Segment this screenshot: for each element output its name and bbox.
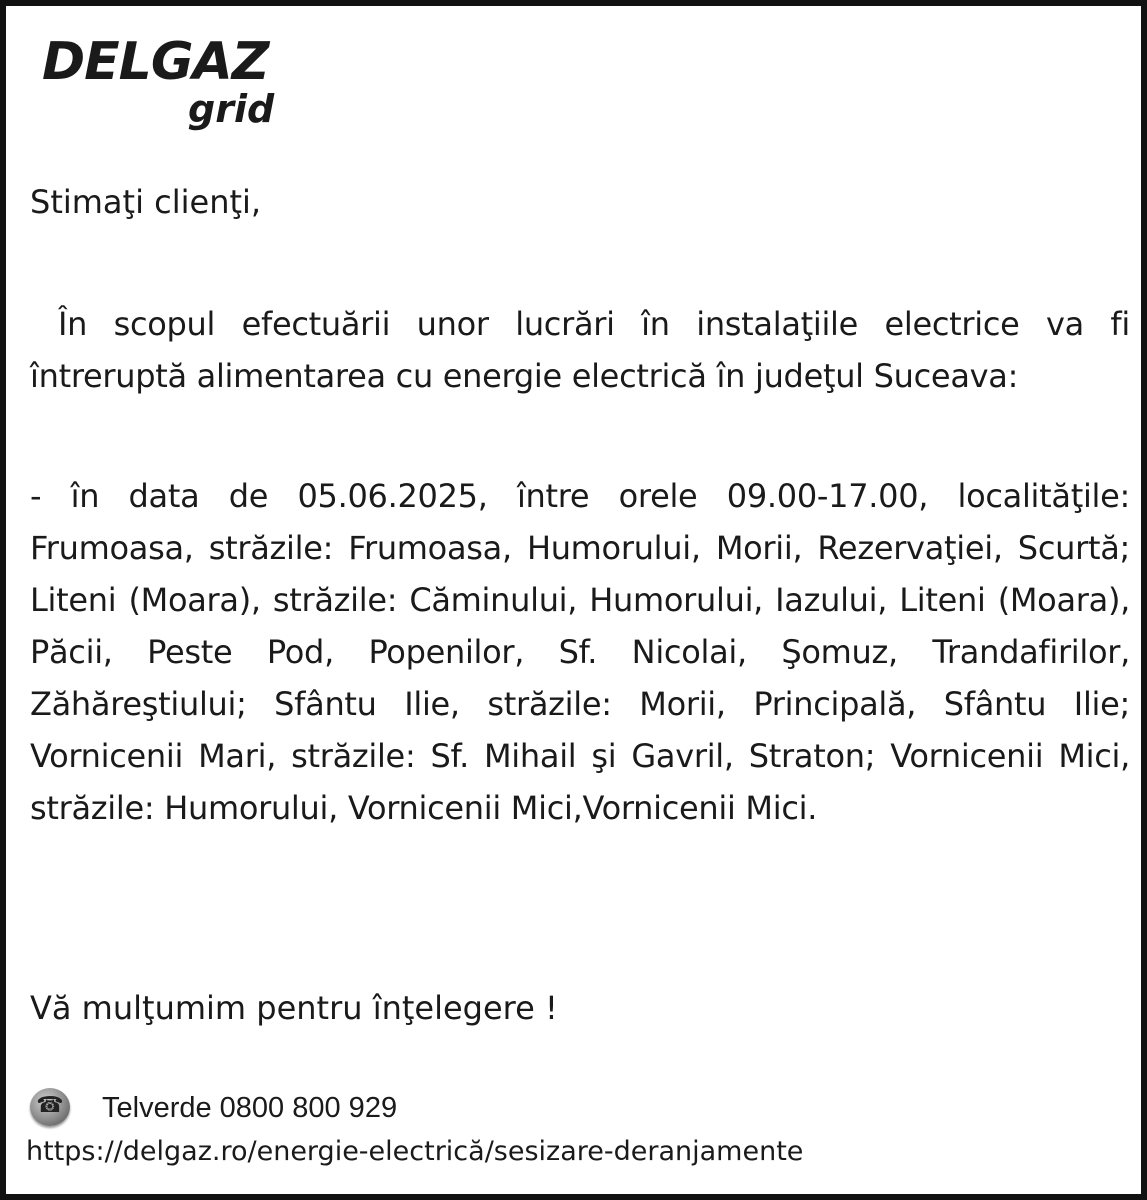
report-url: https://delgaz.ro/energie-electrică/sesizare-deranjamente — [26, 1136, 804, 1167]
logo-sub: grid — [188, 87, 275, 131]
phone-number: Telverde 0800 800 929 — [102, 1092, 398, 1124]
outage-details: - în data de 05.06.2025, între orele 09.00-17.00, localităţile: Frumoasa, străzile: Frumoasa, Humorului, Morii, Rezervaţiei, Scurtă; Liteni (Moara), străzile: Căminului, Humorului, Iazului, Liteni (Moara), Păcii, Peste Pod, Popenilor, Sf. Nicolai, Şomuz, Trandafirilor, Zăhăreştiului; Sfântu Ilie, străzile: Morii, Principală, Sfântu Ilie; Vornicenii Mari, străzile: Sf. Mihail şi Gavril, Straton; Vornicenii Mici, străzile: Humorului, Vornicenii Mici,Vornicenii Mici. — [30, 477, 1130, 827]
telephone-icon — [30, 1088, 70, 1126]
greeting: Stimaţi clienţi, — [30, 183, 262, 221]
intro-paragraph: În scopul efectuării unor lucrări în instalaţiile electrice va fi întreruptă alimentarea cu energie electrică în judeţul Suceava: — [30, 305, 1130, 395]
telephone-glyph: ☎ — [36, 1093, 64, 1118]
logo-brand: DELGAZ — [42, 32, 269, 92]
thanks-message: Vă mulţumim pentru înţelegere ! — [30, 989, 558, 1027]
delgaz-grid-logo — [42, 32, 292, 136]
